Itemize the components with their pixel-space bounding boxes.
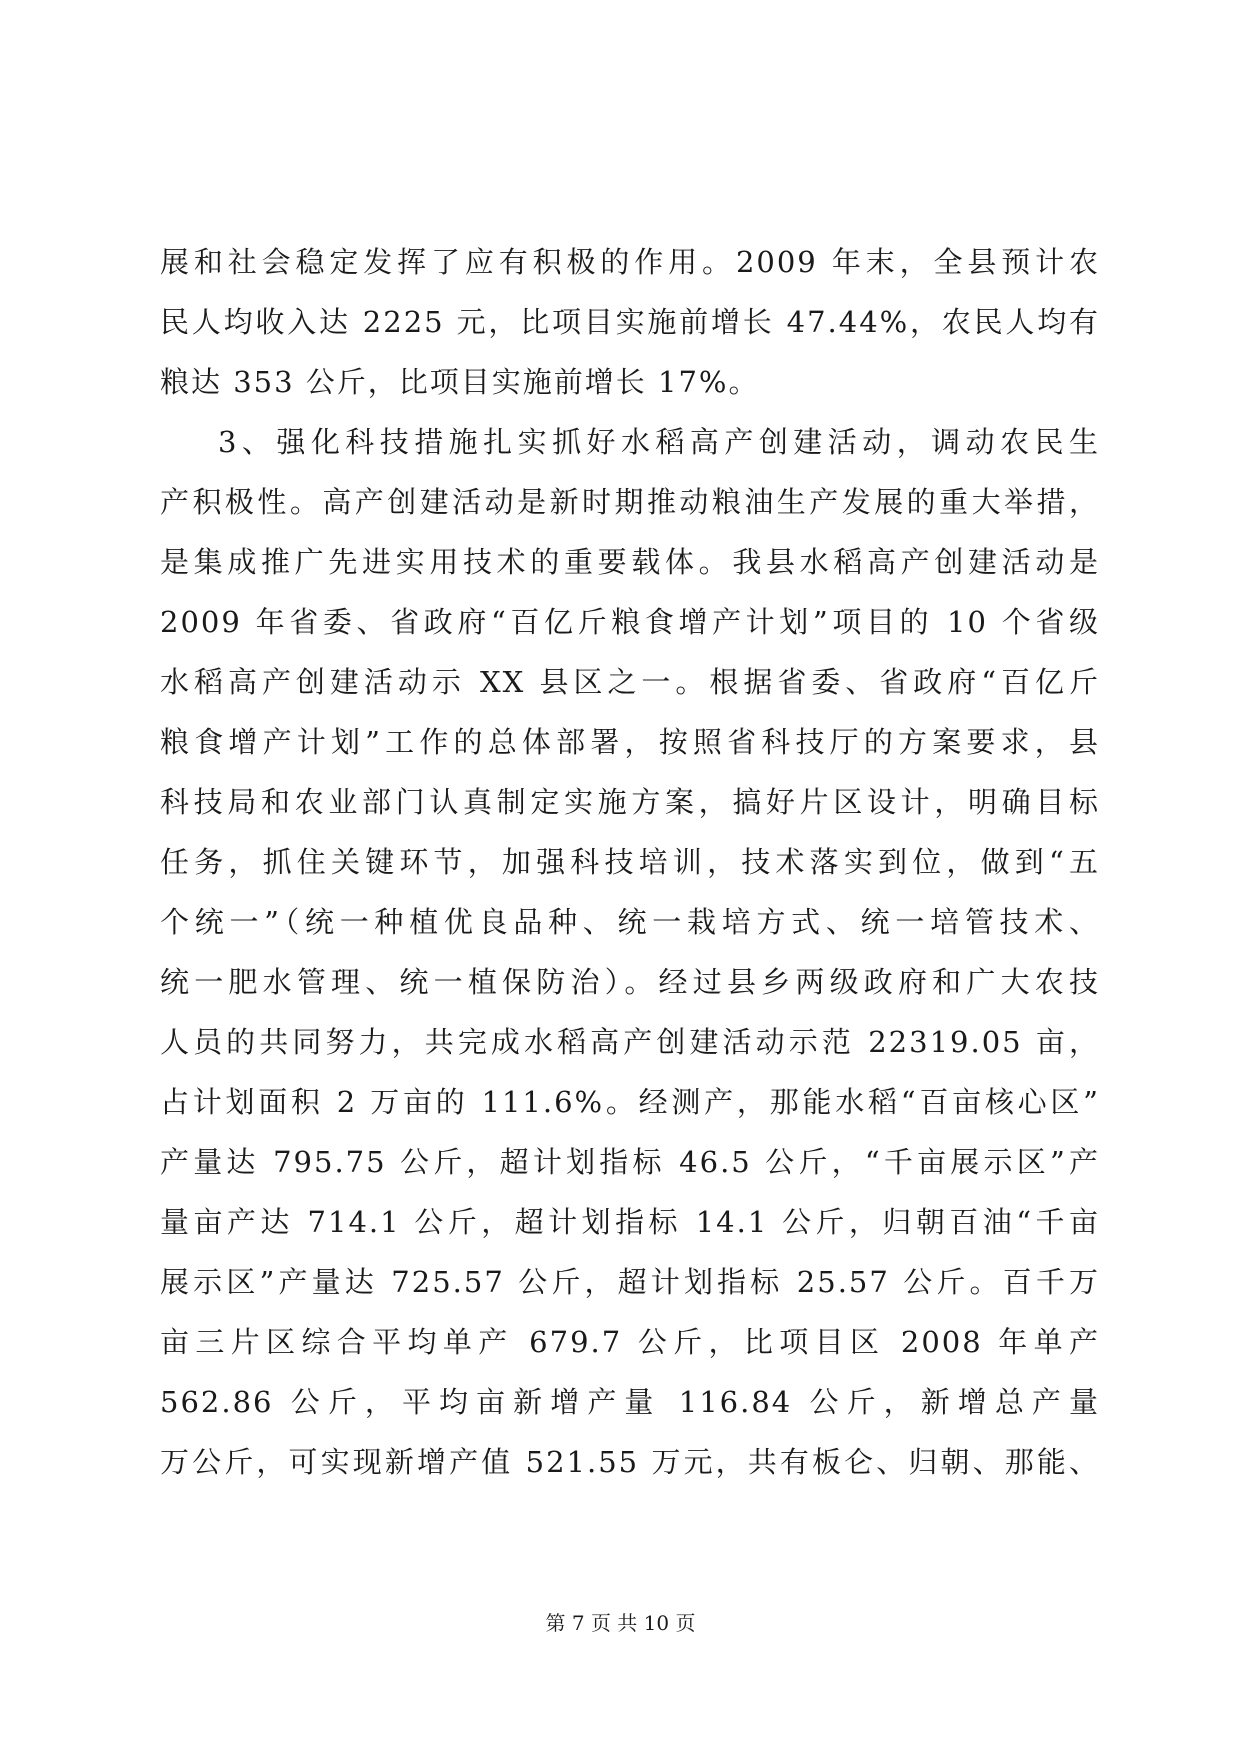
text-line: 科技局和农业部门认真制定实施方案，搞好片区设计，明确目标 <box>160 785 1100 819</box>
text-line: 占计划面积 2 万亩的 111.6%。经测产，那能水稻“百亩核心区” <box>160 1085 1100 1119</box>
text-line: 产积极性。高产创建活动是新时期推动粮油生产发展的重大举措， <box>160 485 1100 519</box>
text-line: 人员的共同努力，共完成水稻高产创建活动示范 22319.05 亩， <box>160 1025 1100 1059</box>
text-line: 统一肥水管理、统一植保防治）。经过县乡两级政府和广大农技 <box>160 965 1100 999</box>
text-line: 任务，抓住关键环节，加强科技培训，技术落实到位，做到“五 <box>160 845 1100 879</box>
text-line: 水稻高产创建活动示 XX 县区之一。根据省委、省政府“百亿斤 <box>160 665 1100 699</box>
text-line: 是集成推广先进实用技术的重要载体。我县水稻高产创建活动是 <box>160 545 1100 579</box>
text-line: 展和社会稳定发挥了应有积极的作用。2009 年末，全县预计农 <box>160 245 1100 279</box>
text-line: 产量达 795.75 公斤，超计划指标 46.5 公斤，“千亩展示区”产 <box>160 1145 1100 1179</box>
text-line: 量亩产达 714.1 公斤，超计划指标 14.1 公斤，归朝百油“千亩 <box>160 1205 1100 1239</box>
text-line: 2009 年省委、省政府“百亿斤粮食增产计划”项目的 10 个省级 <box>160 605 1100 639</box>
text-line: 粮达 353 公斤，比项目实施前增长 17%。 <box>160 365 760 399</box>
body-text <box>160 232 1100 1492</box>
text-line: 民人均收入达 2225 元，比项目实施前增长 47.44%，农民人均有 <box>160 305 1100 339</box>
text-line: 展示区”产量达 725.57 公斤，超计划指标 25.57 公斤。百千万 <box>160 1265 1100 1299</box>
text-line: 562.86 公斤，平均亩新增产量 116.84 公斤，新增总产量 <box>160 1385 1100 1419</box>
text-line: 万公斤，可实现新增产值 521.55 万元，共有板仑、归朝、那能、 <box>160 1445 1100 1479</box>
text-line: 个统一”（统一种植优良品种、统一栽培方式、统一培管技术、 <box>160 905 1100 939</box>
text-line: 亩三片区综合平均单产 679.7 公斤，比项目区 2008 年单产 <box>160 1325 1100 1359</box>
text-line: 粮食增产计划”工作的总体部署，按照省科技厅的方案要求，县 <box>160 725 1100 759</box>
paragraph-start-line: 3、强化科技措施扎实抓好水稻高产创建活动，调动农民生 <box>218 425 1100 459</box>
page-footer: 第 7 页 共 10 页 <box>545 1611 696 1635</box>
